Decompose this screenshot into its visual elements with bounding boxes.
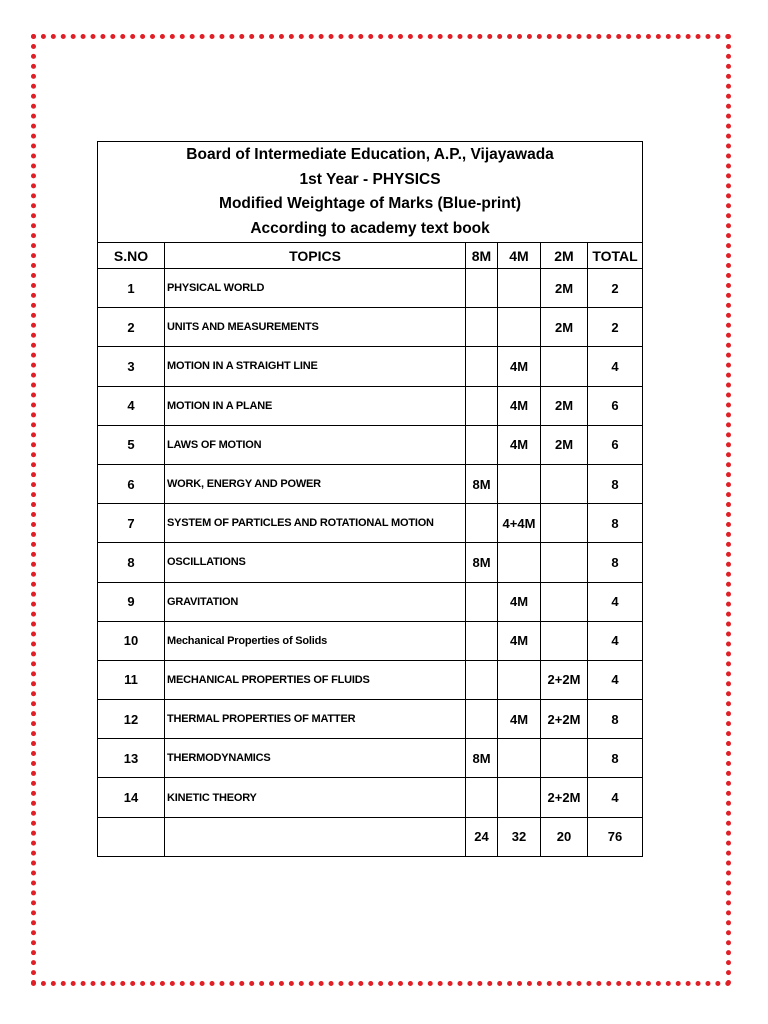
column-header-row (98, 243, 643, 269)
table-row (98, 739, 643, 778)
column-header-total: TOTAL (588, 243, 643, 269)
cell-2m: 2+2M (541, 778, 588, 817)
cell-topic: MOTION IN A PLANE (165, 386, 466, 425)
total-cell-4m: 32 (498, 817, 541, 856)
cell-8m (466, 269, 498, 308)
cell-total: 4 (588, 621, 643, 660)
cell-2m (541, 621, 588, 660)
cell-2m (541, 739, 588, 778)
cell-4m: 4M (498, 425, 541, 464)
cell-total: 4 (588, 778, 643, 817)
column-header-2m: 2M (541, 243, 588, 269)
cell-2m (541, 543, 588, 582)
title-row (98, 142, 643, 243)
column-header-4m: 4M (498, 243, 541, 269)
cell-total: 2 (588, 308, 643, 347)
cell-8m: 8M (466, 739, 498, 778)
table-row (98, 700, 643, 739)
cell-4m (498, 543, 541, 582)
cell-4m (498, 778, 541, 817)
cell-total: 8 (588, 543, 643, 582)
cell-topic: GRAVITATION (165, 582, 466, 621)
cell-8m (466, 660, 498, 699)
blueprint-table (97, 141, 643, 857)
cell-8m (466, 778, 498, 817)
cell-2m (541, 582, 588, 621)
cell-4m: 4M (498, 621, 541, 660)
cell-2m (541, 504, 588, 543)
totals-row (98, 817, 643, 856)
cell-topic: THERMODYNAMICS (165, 739, 466, 778)
cell-2m: 2M (541, 425, 588, 464)
cell-total: 4 (588, 660, 643, 699)
cell-2m: 2M (541, 308, 588, 347)
cell-8m (466, 621, 498, 660)
cell-sno: 6 (98, 464, 165, 503)
cell-total: 8 (588, 464, 643, 503)
column-header-sno: S.NO (98, 243, 165, 269)
cell-total: 6 (588, 386, 643, 425)
cell-sno: 5 (98, 425, 165, 464)
cell-8m (466, 504, 498, 543)
column-header-8m: 8M (466, 243, 498, 269)
total-cell-sno (98, 817, 165, 856)
cell-sno: 10 (98, 621, 165, 660)
cell-sno: 2 (98, 308, 165, 347)
title-subject: 1st Year - PHYSICS (299, 170, 441, 188)
cell-4m: 4M (498, 386, 541, 425)
cell-sno: 4 (98, 386, 165, 425)
cell-topic: MOTION IN A STRAIGHT LINE (165, 347, 466, 386)
cell-8m (466, 582, 498, 621)
cell-8m (466, 700, 498, 739)
cell-topic: KINETIC THEORY (165, 778, 466, 817)
total-cell-2m: 20 (541, 817, 588, 856)
table-row (98, 778, 643, 817)
cell-sno: 1 (98, 269, 165, 308)
cell-8m (466, 347, 498, 386)
total-cell-total: 76 (588, 817, 643, 856)
cell-total: 4 (588, 582, 643, 621)
cell-topic: WORK, ENERGY AND POWER (165, 464, 466, 503)
cell-total: 8 (588, 700, 643, 739)
cell-2m: 2M (541, 269, 588, 308)
cell-4m (498, 464, 541, 503)
cell-topic: OSCILLATIONS (165, 543, 466, 582)
cell-sno: 14 (98, 778, 165, 817)
cell-8m (466, 308, 498, 347)
cell-sno: 13 (98, 739, 165, 778)
cell-sno: 7 (98, 504, 165, 543)
cell-4m (498, 660, 541, 699)
cell-2m: 2+2M (541, 660, 588, 699)
table-row (98, 504, 643, 543)
table-row (98, 308, 643, 347)
cell-4m: 4M (498, 700, 541, 739)
cell-4m: 4+4M (498, 504, 541, 543)
cell-total: 6 (588, 425, 643, 464)
table-row (98, 425, 643, 464)
cell-sno: 11 (98, 660, 165, 699)
table-row (98, 269, 643, 308)
table-row (98, 464, 643, 503)
cell-8m (466, 386, 498, 425)
cell-4m (498, 308, 541, 347)
table-row (98, 386, 643, 425)
cell-total: 8 (588, 504, 643, 543)
cell-sno: 9 (98, 582, 165, 621)
cell-8m: 8M (466, 464, 498, 503)
total-cell-topic (165, 817, 466, 856)
title-weightage: Modified Weightage of Marks (Blue-print) (219, 195, 522, 212)
title-textbook: According to academy text book (250, 219, 490, 237)
cell-2m: 2M (541, 386, 588, 425)
cell-sno: 8 (98, 543, 165, 582)
table-row (98, 582, 643, 621)
total-cell-8m: 24 (466, 817, 498, 856)
cell-2m (541, 347, 588, 386)
cell-topic: PHYSICAL WORLD (165, 269, 466, 308)
table-row (98, 660, 643, 699)
cell-topic: MECHANICAL PROPERTIES OF FLUIDS (165, 660, 466, 699)
cell-8m: 8M (466, 543, 498, 582)
cell-topic: SYSTEM OF PARTICLES AND ROTATIONAL MOTION (165, 504, 466, 543)
cell-total: 8 (588, 739, 643, 778)
cell-topic: UNITS AND MEASUREMENTS (165, 308, 466, 347)
cell-topic: Mechanical Properties of Solids (165, 621, 466, 660)
table-row (98, 347, 643, 386)
cell-total: 2 (588, 269, 643, 308)
cell-sno: 3 (98, 347, 165, 386)
table-title (98, 142, 643, 243)
cell-4m (498, 269, 541, 308)
cell-2m: 2+2M (541, 700, 588, 739)
cell-8m (466, 425, 498, 464)
cell-topic: LAWS OF MOTION (165, 425, 466, 464)
cell-topic: THERMAL PROPERTIES OF MATTER (165, 700, 466, 739)
cell-total: 4 (588, 347, 643, 386)
table-row (98, 543, 643, 582)
cell-4m (498, 739, 541, 778)
cell-2m (541, 464, 588, 503)
cell-sno: 12 (98, 700, 165, 739)
cell-4m: 4M (498, 347, 541, 386)
column-header-topics: TOPICS (165, 243, 466, 269)
cell-4m: 4M (498, 582, 541, 621)
title-board: Board of Intermediate Education, A.P., Vijayawada (186, 146, 554, 163)
table-row (98, 621, 643, 660)
